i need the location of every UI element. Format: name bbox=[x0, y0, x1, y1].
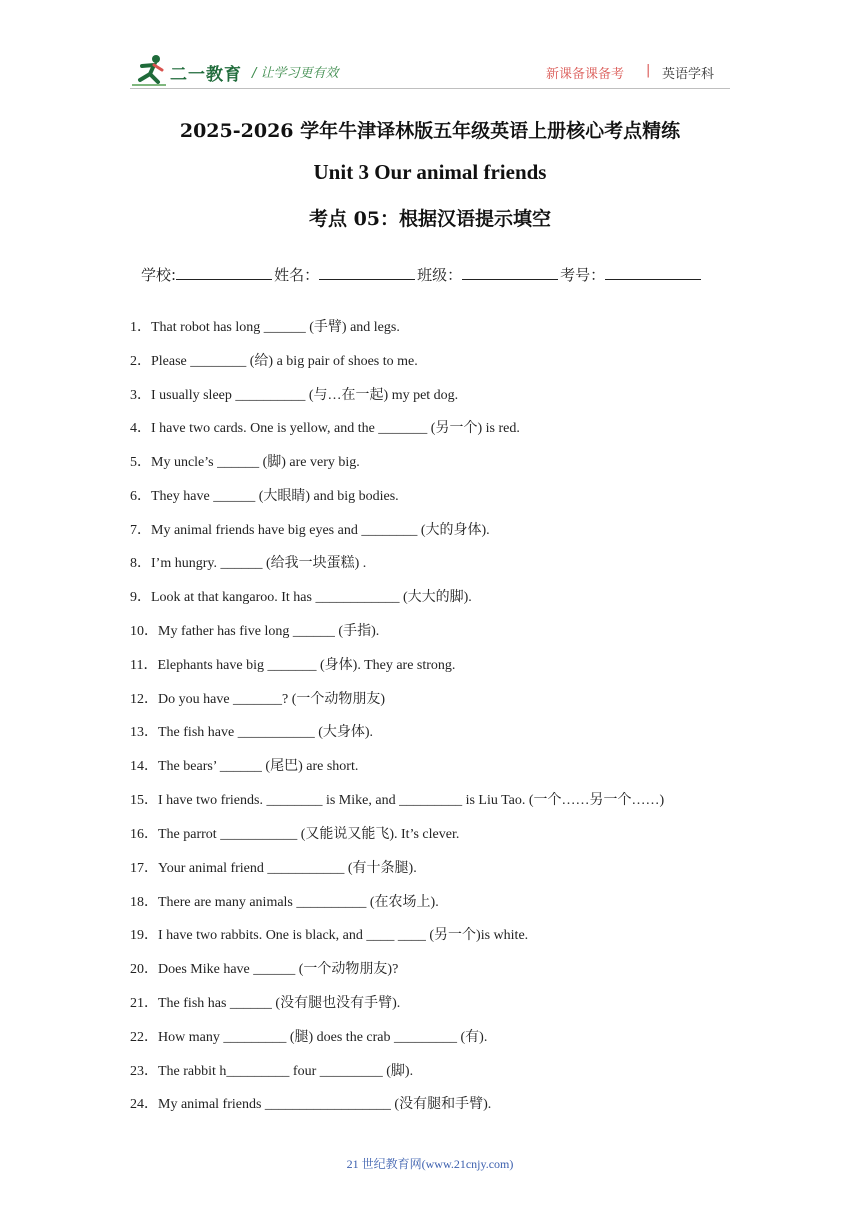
school-label: 学校: bbox=[141, 266, 177, 284]
question-15: 15．I have two friends. ________ is Mike, and _________ is Liu Tao. (一个……另一个……) bbox=[130, 793, 665, 808]
header-subject-tag: 新课备课备考 bbox=[546, 67, 625, 82]
question-24: 24．My animal friends __________________ (没有腿和手臂). bbox=[130, 1097, 492, 1112]
question-16: 16．The parrot ___________ (又能说又能飞). It’s clever. bbox=[130, 827, 460, 842]
number-label: 考号： bbox=[560, 266, 606, 284]
school-blank[interactable] bbox=[176, 265, 272, 280]
question-19: 19．I have two rabbits. One is black, and ____ ____ (另一个)is white. bbox=[130, 928, 529, 943]
footer-source: 21 世纪教育网(www.21cnjy.com) bbox=[346, 1157, 514, 1171]
unit-title: Unit 3 Our animal friends bbox=[313, 160, 547, 184]
question-5: 5．My uncle’s ______ (脚) are very big. bbox=[130, 455, 360, 470]
question-18: 18．There are many animals __________ (在农场上). bbox=[130, 895, 439, 910]
name-blank[interactable] bbox=[319, 265, 415, 280]
question-12: 12．Do you have _______? (一个动物朋友) bbox=[130, 692, 386, 707]
name-label: 姓名： bbox=[274, 266, 320, 284]
class-blank[interactable] bbox=[462, 265, 558, 280]
class-label: 班级： bbox=[417, 266, 463, 284]
header-divider bbox=[130, 88, 730, 89]
student-info-line bbox=[141, 264, 703, 285]
question-2: 2．Please ________ (给) a big pair of shoes to me. bbox=[130, 354, 418, 369]
question-8: 8．I’m hungry. ______ (给我一块蛋糕) . bbox=[130, 556, 367, 571]
question-9: 9．Look at that kangaroo. It has ____________ (大大的脚). bbox=[130, 590, 472, 605]
question-21: 21．The fish has ______ (没有腿也没有手臂). bbox=[130, 996, 401, 1011]
slogan: / 让学习更有效 bbox=[252, 66, 339, 81]
header-separator: | bbox=[646, 63, 651, 78]
question-20: 20．Does Mike have ______ (一个动物朋友)? bbox=[130, 962, 399, 977]
question-7: 7．My animal friends have big eyes and ________ (大的身体). bbox=[130, 523, 490, 538]
question-3: 3．I usually sleep __________ (与…在一起) my pet dog. bbox=[130, 388, 459, 403]
question-23: 23．The rabbit h_________ four _________ (脚). bbox=[130, 1064, 414, 1079]
question-17: 17．Your animal friend ___________ (有十条腿). bbox=[130, 861, 417, 876]
question-14: 14．The bears’ ______ (尾巴) are short. bbox=[130, 759, 359, 774]
question-13: 13．The fish have ___________ (大身体). bbox=[130, 725, 374, 740]
question-4: 4．I have two cards. One is yellow, and the _______ (另一个) is red. bbox=[130, 421, 520, 436]
question-11: 11．Elephants have big _______ (身体). They are strong. bbox=[130, 658, 456, 673]
topic-title: 考点 05：根据汉语提示填空 bbox=[308, 208, 552, 230]
logo-text: 二一教育 bbox=[170, 65, 242, 85]
question-1: 1．That robot has long ______ (手臂) and legs. bbox=[130, 320, 400, 335]
question-22: 22．How many _________ (腿) does the crab _________ (有). bbox=[130, 1030, 488, 1045]
header-subject: 英语学科 bbox=[662, 67, 715, 82]
question-6: 6．They have ______ (大眼睛) and big bodies. bbox=[130, 489, 399, 504]
page-header bbox=[0, 0, 860, 100]
question-10: 10．My father has five long ______ (手指). bbox=[130, 624, 380, 639]
number-blank[interactable] bbox=[605, 265, 701, 280]
document-title: 2025-2026 学年牛津译林版五年级英语上册核心考点精练 bbox=[179, 120, 681, 142]
running-figure-logo-icon bbox=[130, 52, 170, 88]
